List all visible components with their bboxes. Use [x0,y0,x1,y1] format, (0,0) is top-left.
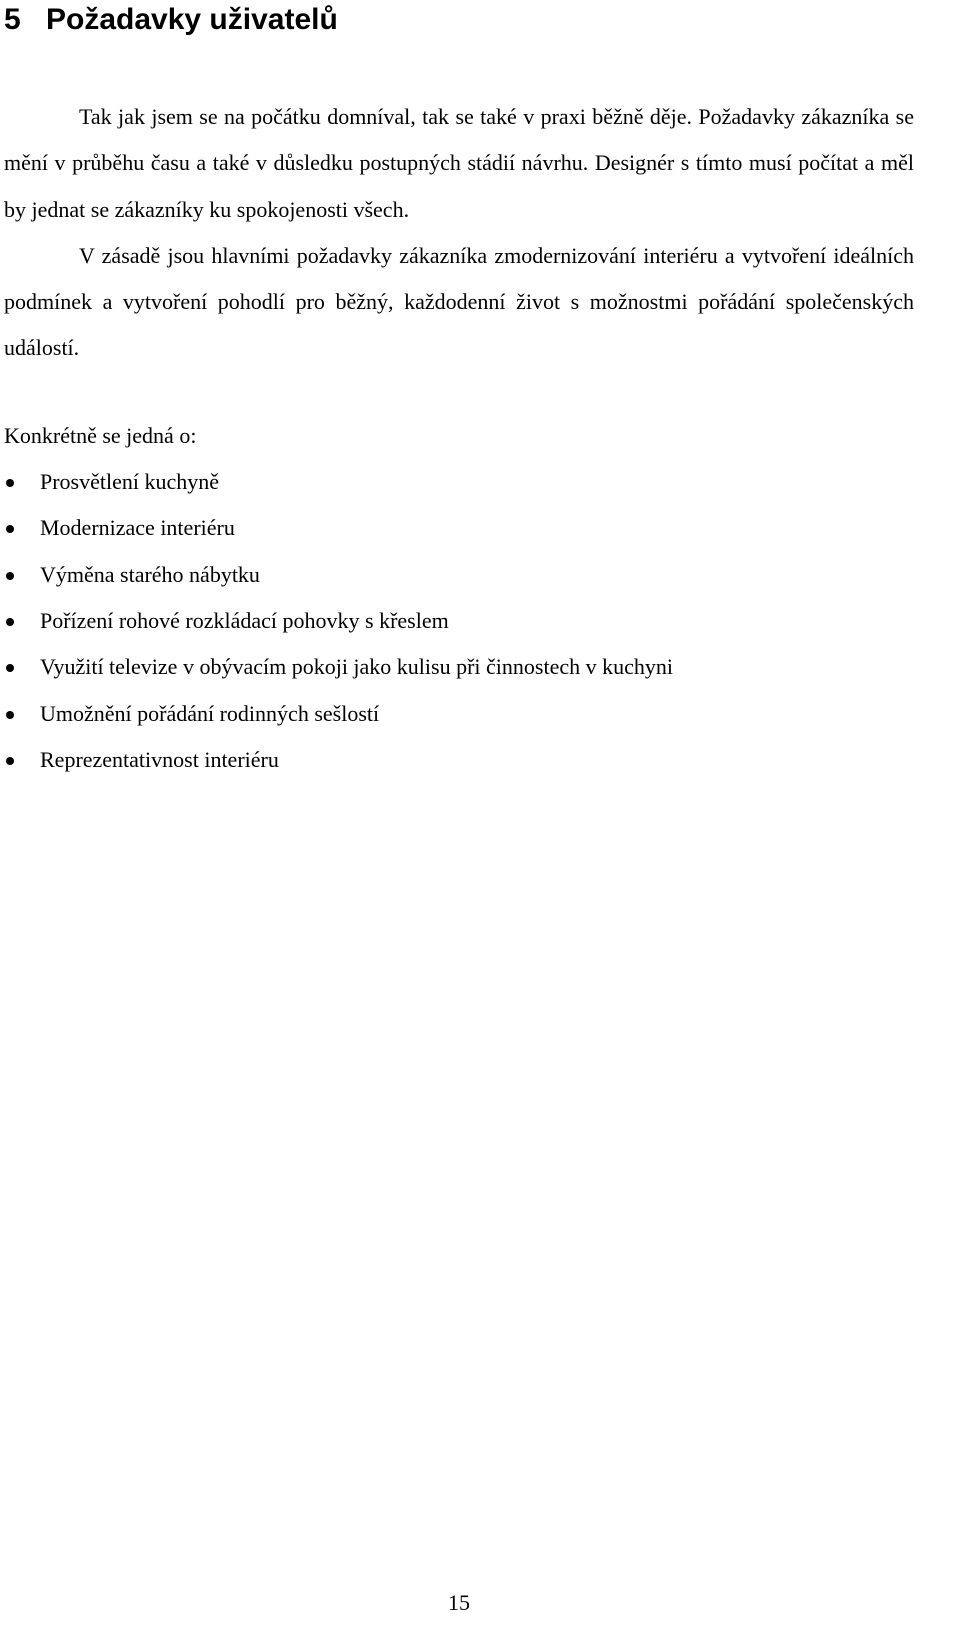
list-item-text: Reprezentativnost interiéru [40,746,279,772]
document-page [4,0,914,783]
list-item [4,505,914,551]
list-item [4,459,914,505]
list-item [4,737,914,783]
list-item-text: Modernizace interiéru [40,515,235,541]
list-item-text: Prosvětlení kuchyně [40,469,220,495]
list-item-text: Výměna starého nábytku [40,561,260,587]
paragraph-requirements: V zásadě jsou hlavními požadavky zákazníka zmodernizování interiéru a vytvoření ideálních podmínek a vytvoření pohodlí pro běžný, každodenní život s možnostmi pořádání společenských událostí. [4,242,914,361]
list-item-text: Pořízení rohové rozkládací pohovky s křeslem [40,607,449,633]
bullet-icon [6,572,14,580]
bullet-icon [6,664,14,672]
list-item [4,691,914,737]
list-item [4,552,914,598]
list-intro: Konkrétně se jedná o: [4,422,197,448]
list-item-text: Využití televize v obývacím pokoji jako kulisu při činnostech v kuchyni [40,654,673,680]
bullet-icon [6,525,14,533]
requirements-list [4,459,914,783]
section-heading [4,0,914,38]
bullet-icon [6,479,14,487]
section-title: Požadavky uživatelů [46,3,338,36]
paragraph-intro: Tak jak jsem se na počátku domníval, tak se také v praxi běžně děje. Požadavky zákazníka se mění v průběhu času a také v důsledku postupných stádií návrhu. Designér s tímto musí počítat a měl by jednat se zákazníky ku spokojenosti všech. [4,104,914,222]
bullet-icon [6,618,14,626]
list-item [4,598,914,644]
list-item-text: Umožnění pořádání rodinných sešlostí [40,700,380,726]
bullet-icon [6,711,14,719]
page-number: 15 [448,1590,470,1615]
bullet-icon [6,757,14,765]
list-item [4,644,914,690]
section-number: 5 [4,3,21,36]
